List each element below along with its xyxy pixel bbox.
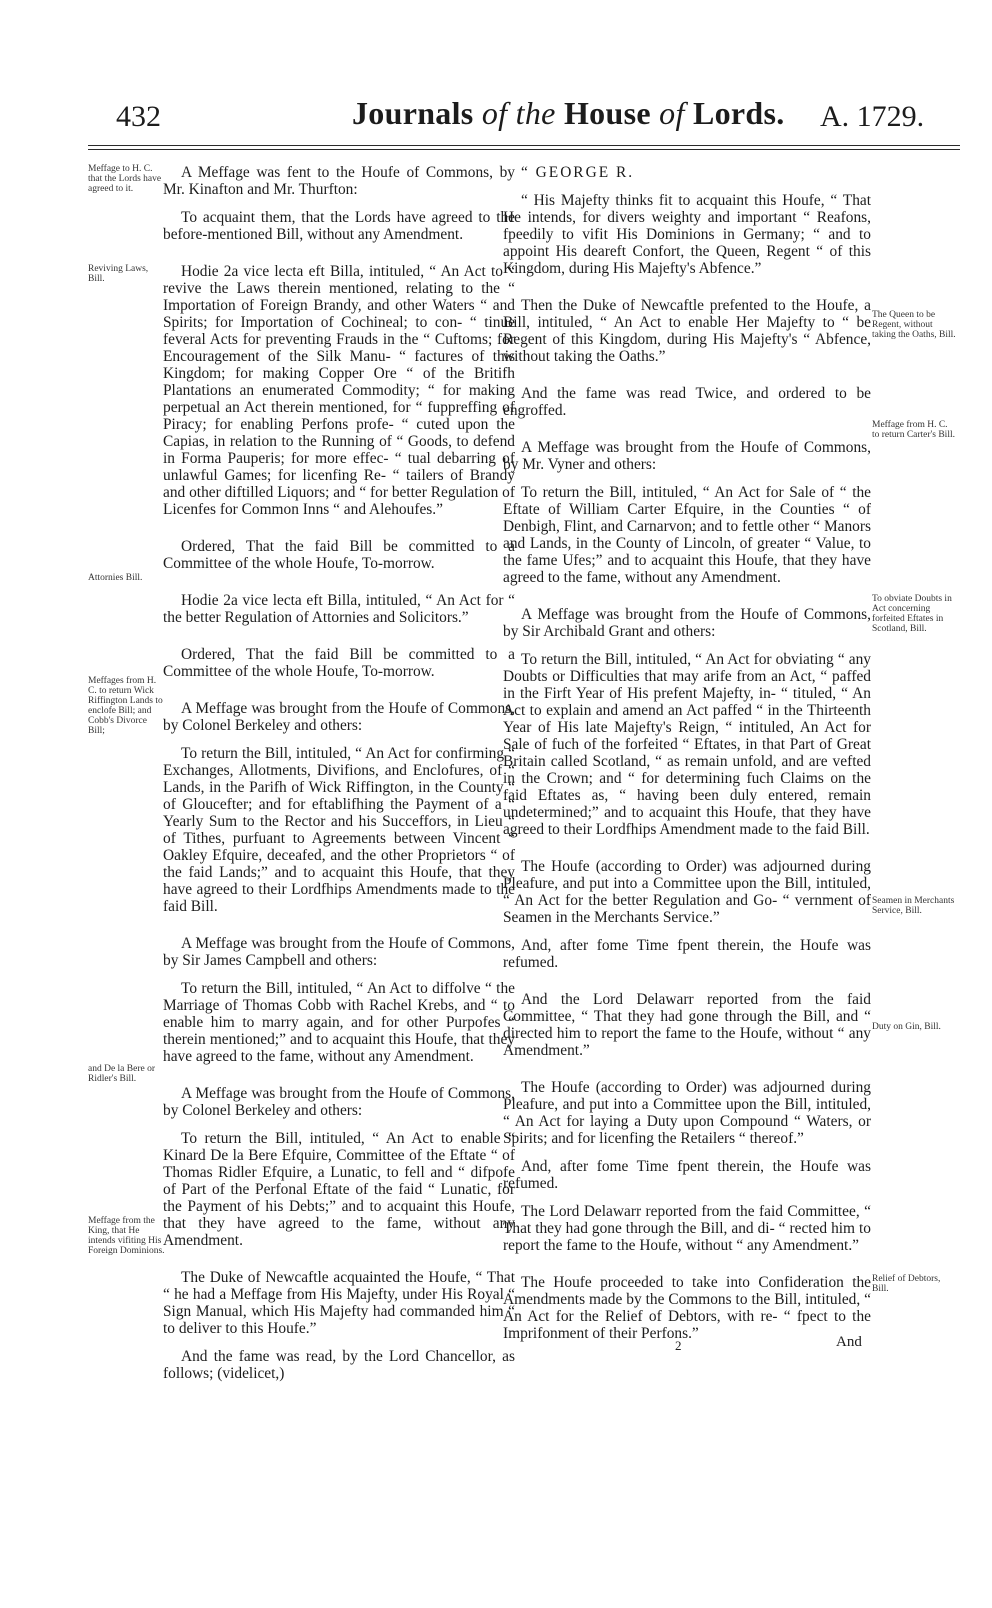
margin-note: Relief of Debtors, Bill. bbox=[872, 1274, 941, 1294]
paragraph: And, after fome Time fpent therein, the Houfe was refumed. bbox=[503, 937, 871, 971]
margin-note: and De la Bere or Ridler's Bill. bbox=[88, 1064, 155, 1084]
page-number: 432 bbox=[116, 100, 161, 133]
title-word-of-2: of bbox=[659, 95, 685, 131]
year-heading: A. 1729. bbox=[820, 100, 925, 133]
margin-note: Reviving Laws, Bill. bbox=[88, 264, 149, 284]
paragraph: To return the Bill, intituled, “ An Act to enable “ Kinard De la Bere Efquire, Committee of the Eftate “ of Thomas Ridler Efquire, a Lunatic, to fell and “ difpofe of Part of the Perfonal Eftate of the faid “ Lunatic, for the Payment of his Debts;” and to acquaint this Houfe, that they have agreed to the fame, without any Amendment. bbox=[163, 1130, 515, 1249]
paragraph: Hodie 2a vice lecta eft Billa, intituled, “ An Act to “ revive the Laws therein mentioned, relating to the “ Importation of Foreign Brandy, and other Waters “ and Spirits; for Importation of Cochineal; to con- “ tinue feveral Acts for preventing Frauds in the “ Cuftoms; for Encouragement of the Silk Manu- “ factures of this Kingdom; for making Copper Ore “ of the Britifh Plantations an enumerated Commodity; “ for making perpetual an Act therein mentioned, for “ fuppreffing of Piracy; for enabling Perfons profe- “ cuted upon the Capias, in relation to the Running of “ Goods, to defend in Forma Pauperis; for more effec- “ tual debarring of unlawful Games; for licenfing Re- “ tailers of Brandy and other diftilled Liquors; and “ for better Regulation of Licenfes for Common Inns “ and Alehoufes.” bbox=[163, 263, 515, 518]
paragraph: Ordered, That the faid Bill be committed to a Committee of the whole Houfe, To-morrow. bbox=[163, 646, 515, 680]
paragraph: And, after fome Time fpent therein, the Houfe was refumed. bbox=[503, 1158, 871, 1192]
title-word-journals: Journals bbox=[352, 95, 474, 131]
paragraph: Hodie 2a vice lecta eft Billa, intituled, “ An Act for “ the better Regulation of Attornies and Solicitors.” bbox=[163, 592, 515, 626]
margin-note: Meffage to H. C. that the Lords have agreed to it. bbox=[88, 164, 162, 194]
paragraph: And the fame was read, by the Lord Chancellor, as follows; (videlicet,) bbox=[163, 1348, 515, 1382]
paragraph: And the fame was read Twice, and ordered to be engroffed. bbox=[503, 385, 871, 419]
paragraph: The Lord Delawarr reported from the faid Committee, “ That they had gone through the Bill, and di- “ rected him to report the fame to the Houfe, without “ any Amendment.” bbox=[503, 1203, 871, 1254]
margin-note: Meffages from H. C. to return Wick Riffington Lands to enclofe Bill; and Cobb's Divorce Bill; bbox=[88, 676, 163, 736]
paragraph: A Meffage was fent to the Houfe of Commons, by Mr. Kinafton and Mr. Thurfton: bbox=[163, 164, 515, 198]
title-word-house: House bbox=[563, 95, 651, 131]
margin-note: Duty on Gin, Bill. bbox=[872, 1022, 941, 1032]
paragraph: “ His Majefty thinks fit to acquaint this Houfe, “ That He intends, for divers weighty and important “ Reafons, fpeedily to vifit His Dominions in Germany; “ and to appoint His deareft Confort, the Queen, Regent “ of this Kingdom, during His Majefty's Abfence.” bbox=[503, 192, 871, 277]
paragraph: The Duke of Newcaftle acquainted the Houfe, “ That “ he had a Meffage from His Majefty, under His Royal “ Sign Manual, which His Majefty had commanded him “ to deliver to this Houfe.” bbox=[163, 1269, 515, 1337]
header-rule-thin bbox=[88, 149, 960, 150]
running-title bbox=[352, 95, 785, 132]
right-column bbox=[503, 164, 871, 1342]
title-word-of: of bbox=[481, 95, 508, 131]
header-rule bbox=[88, 145, 960, 146]
paragraph: A Meffage was brought from the Houfe of Commons, by Mr. Vyner and others: bbox=[503, 439, 871, 473]
paragraph: The Houfe proceeded to take into Confideration the Amendments made by the Commons to the Bill, intituled, “ An Act for the Relief of Debtors, with re- “ fpect to the Imprifonment of their Perfons.” bbox=[503, 1274, 871, 1342]
paragraph: A Meffage was brought from the Houfe of Commons, by Colonel Berkeley and others: bbox=[163, 700, 515, 734]
paragraph: To return the Bill, intituled, “ An Act to diffolve “ the Marriage of Thomas Cobb with Rachel Krebs, and “ to enable him to marry again, and for other Purpofes “ therein mentioned;” and to acquaint this Houfe, that they have agreed to the fame, without any Amendment. bbox=[163, 980, 515, 1065]
paragraph: Then the Duke of Newcaftle prefented to the Houfe, a Bill, intituled, “ An Act to enable Her Majefty to “ be Regent of this Kingdom, during His Majefty's “ Abfence, without taking the Oaths.” bbox=[503, 297, 871, 365]
paragraph: A Meffage was brought from the Houfe of Commons, by Sir Archibald Grant and others: bbox=[503, 606, 871, 640]
paragraph: To return the Bill, intituled, “ An Act for obviating “ any Doubts or Difficulties that may arife from an Act, “ paffed in the Firft Year of His prefent Majefty, in- “ tituled, “ An Act to explain and amend an Act paffed “ in the Thirteenth Year of His late Majefty's Reign, “ intituled, An Act for Sale of fuch of the forfeited “ Eftates, in that Part of Great Britain called Scotland, “ as remain unfold, and are vefted in the Crown; and “ for determining fuch Claims on the faid Eftates as, “ having been duly entered, remain undetermined;” and to acquaint this Houfe, that they have agreed to their Lordfhips Amendment made to the faid Bill. bbox=[503, 651, 871, 838]
paragraph: A Meffage was brought from the Houfe of Commons, by Sir James Campbell and others: bbox=[163, 935, 515, 969]
margin-note: Meffage from the King, that He intends vifiting His Foreign Dominions. bbox=[88, 1216, 165, 1256]
paragraph: To return the Bill, intituled, “ An Act for Sale of “ the Eftate of William Carter Efquire, in the Counties “ of Denbigh, Flint, and Carnarvon; and to fettle other “ Manors and Lands, in the County of Lincoln, of greater “ Value, to the fame Ufes;” and to acquaint this Houfe, that they have agreed to the fame, without any Amendment. bbox=[503, 484, 871, 586]
paragraph: “ GEORGE R. bbox=[521, 164, 635, 181]
catchword: And bbox=[836, 1334, 862, 1350]
paragraph: The Houfe (according to Order) was adjourned during Pleafure, and put into a Committee upon the Bill, intituled, “ An Act for laying a Duty upon Compound “ Waters, or Spirits; and for licenfing the Retailers “ thereof.” bbox=[503, 1079, 871, 1147]
paragraph: Ordered, That the faid Bill be committed to a Committee of the whole Houfe, To-morrow. bbox=[163, 538, 515, 572]
margin-note: To obviate Doubts in Act concerning forfeited Eftates in Scotland, Bill. bbox=[872, 594, 952, 634]
margin-note: Seamen in Merchants Service, Bill. bbox=[872, 896, 955, 916]
paragraph: To return the Bill, intituled, “ An Act for confirming “ Exchanges, Allotments, Divifions, and Enclofures, of “ Lands, in the Parifh of Wick Riffington, in the County “ of Gloucefter; and for eftablifhing the Payment of a “ Yearly Sum to the Rector and his Succeffors, in Lieu “ of Tithes, purfuant to Agreements between Vincent “ Oakley Efquire, deceafed, and the other Proprietors “ of the faid Lands;” and to acquaint this Houfe, that they have agreed to their Lordfhips Amendments made to the faid Bill. bbox=[163, 745, 515, 915]
margin-note: The Queen to be Regent, without taking the Oaths, Bill. bbox=[872, 310, 956, 340]
left-column bbox=[163, 164, 515, 1382]
paragraph: A Meffage was brought from the Houfe of Commons, by Colonel Berkeley and others: bbox=[163, 1085, 515, 1119]
margin-note: Meffage from H. C. to return Carter's Bill. bbox=[872, 420, 955, 440]
title-word-the: the bbox=[515, 95, 556, 131]
paragraph: To acquaint them, that the Lords have agreed to the before-mentioned Bill, without any Amendment. bbox=[163, 209, 515, 243]
title-word-lords: Lords. bbox=[692, 95, 785, 131]
paragraph: The Houfe (according to Order) was adjourned during Pleafure, and put into a Committee upon the Bill, intituled, “ An Act for the better Regulation and Go- “ vernment of Seamen in the Merchants Service.” bbox=[503, 858, 871, 926]
paragraph: And the Lord Delawarr reported from the faid Committee, “ That they had gone through the Bill, and “ directed him to report the fame to the Houfe, without “ any Amendment.” bbox=[503, 991, 871, 1059]
signature-mark: 2 bbox=[675, 1338, 682, 1353]
margin-note: Attornies Bill. bbox=[88, 573, 143, 583]
